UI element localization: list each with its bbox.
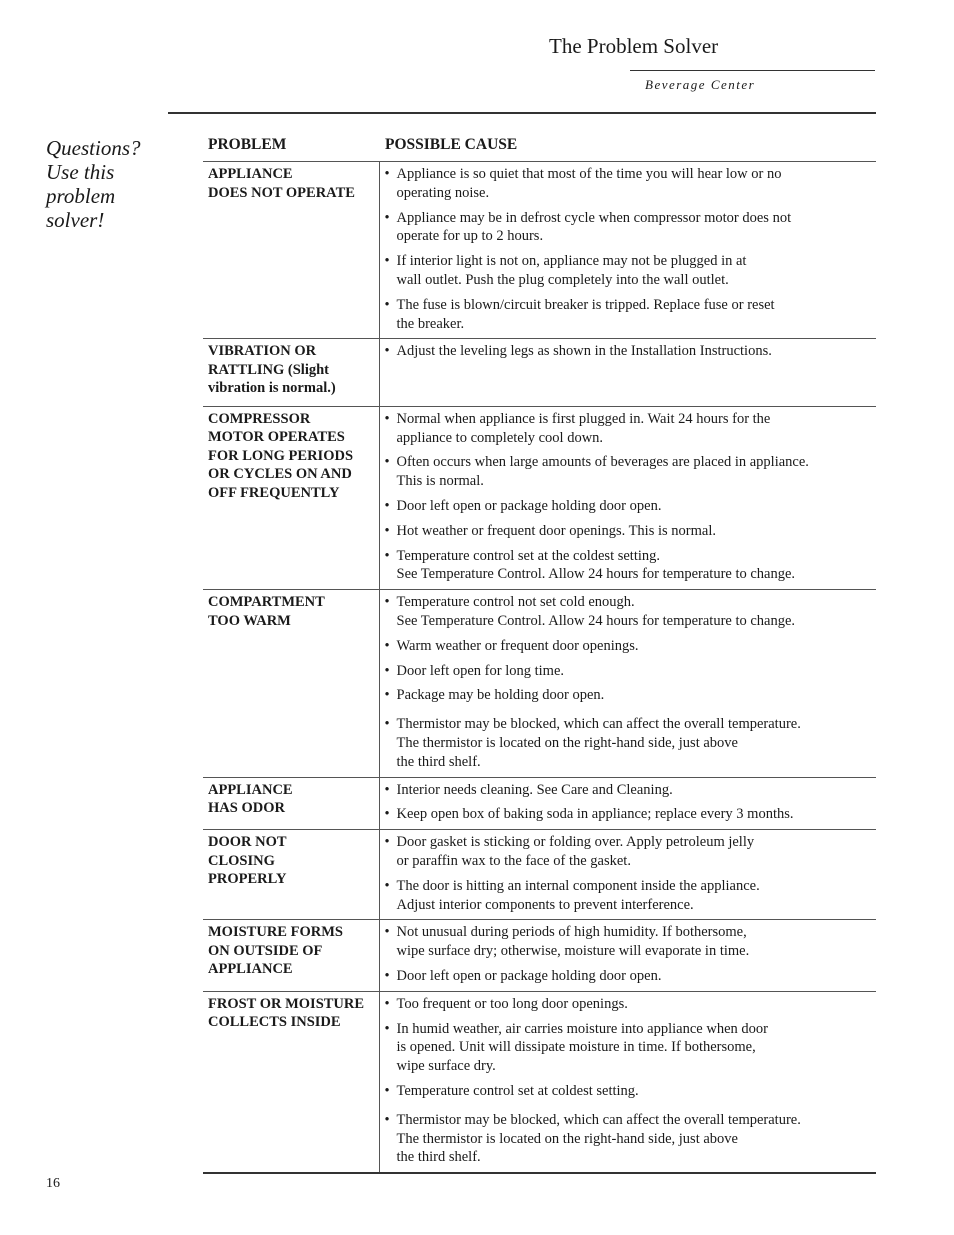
problem-cell bbox=[203, 339, 379, 407]
cause-text-line: • In humid weather, air carries moisture into appliance when door bbox=[396, 1020, 768, 1037]
cause-item bbox=[385, 686, 877, 705]
top-divider bbox=[168, 112, 876, 114]
problem-label-line: DOES NOT OPERATE bbox=[208, 184, 355, 201]
cause-text-line: • Temperature control set at coldest setting. bbox=[396, 1082, 639, 1099]
cause-item bbox=[385, 410, 877, 448]
cause-item bbox=[385, 593, 877, 631]
cause-cell bbox=[379, 590, 876, 777]
cause-text-line: • Appliance may be in defrost cycle when compressor motor does not bbox=[396, 209, 792, 226]
cause-text-line: • Keep open box of baking soda in appliance; replace every 3 months. bbox=[396, 806, 794, 823]
cause-text-line: • The fuse is blown/circuit breaker is tripped. Replace fuse or reset bbox=[396, 296, 775, 313]
cause-text-line: • Thermistor may be blocked, which can affect the overall temperature. bbox=[396, 716, 801, 733]
problem-label-line: HAS ODOR bbox=[208, 800, 285, 817]
problem-cell bbox=[203, 920, 379, 991]
cause-item bbox=[385, 637, 877, 656]
problem-label-line: vibration is normal.) bbox=[208, 380, 336, 397]
cause-cell bbox=[379, 162, 876, 339]
cause-cell bbox=[379, 920, 876, 991]
table-row bbox=[203, 590, 876, 777]
problem-cell bbox=[203, 590, 379, 777]
side-note-line: Use this bbox=[46, 160, 115, 184]
cause-item bbox=[385, 967, 877, 986]
cause-item bbox=[385, 781, 877, 800]
side-note-line: problem bbox=[46, 184, 116, 208]
cause-item bbox=[385, 165, 877, 203]
table-row bbox=[203, 162, 876, 339]
problem-label-line: ON OUTSIDE OF bbox=[208, 942, 323, 959]
table-header-row bbox=[203, 134, 876, 162]
header-divider bbox=[630, 70, 875, 71]
cause-text-line: operating noise. bbox=[396, 184, 490, 201]
cause-cell bbox=[379, 777, 876, 830]
cause-text-line: or paraffin wax to the face of the gasket. bbox=[396, 853, 631, 870]
cause-text-line: The thermistor is located on the right-hand side, just above bbox=[396, 735, 738, 752]
cause-text-line: • Appliance is so quiet that most of the time you will hear low or no bbox=[396, 166, 782, 182]
problem-label-line: COMPARTMENT bbox=[208, 594, 325, 611]
cause-cell bbox=[379, 406, 876, 589]
problem-solver-table bbox=[203, 134, 876, 1174]
cause-item bbox=[385, 342, 877, 361]
table-row bbox=[203, 777, 876, 830]
problem-label-line: COMPRESSOR bbox=[208, 410, 311, 427]
problem-label-line: APPLIANCE bbox=[208, 961, 293, 978]
cause-text-line: • Normal when appliance is first plugged in. Wait 24 hours for the bbox=[396, 410, 771, 427]
cause-text-line: See Temperature Control. Allow 24 hours for temperature to change. bbox=[396, 613, 796, 630]
cause-text-line: • Interior needs cleaning. See Care and Cleaning. bbox=[396, 781, 673, 798]
problem-label-line: MOISTURE FORMS bbox=[208, 924, 343, 941]
problem-label-line: VIBRATION OR bbox=[208, 343, 317, 360]
problem-label-line: OR CYCLES ON AND bbox=[208, 466, 352, 483]
cause-text-line: the third shelf. bbox=[396, 753, 481, 770]
side-note-line: Questions? bbox=[46, 136, 141, 160]
problem-label-line: CLOSING bbox=[208, 852, 275, 869]
cause-item bbox=[385, 547, 877, 585]
problem-label-line: APPLIANCE bbox=[208, 166, 293, 182]
cause-text-line: The thermistor is located on the right-hand side, just above bbox=[396, 1130, 738, 1147]
problem-label-line: COLLECTS INSIDE bbox=[208, 1014, 341, 1031]
cause-text-line: Adjust interior components to prevent interference. bbox=[396, 896, 694, 913]
side-note bbox=[46, 136, 176, 232]
cause-text-line: wipe surface dry. bbox=[396, 1058, 496, 1075]
problem-label-line: TOO WARM bbox=[208, 612, 291, 629]
problem-label-line: PROPERLY bbox=[208, 871, 287, 888]
table-row bbox=[203, 406, 876, 589]
problem-cell bbox=[203, 830, 379, 920]
cause-text-line: • Package may be holding door open. bbox=[396, 687, 605, 704]
cause-text-line: • Door left open or package holding door open. bbox=[396, 968, 662, 984]
cause-text-line: appliance to completely cool down. bbox=[396, 429, 604, 446]
table-row bbox=[203, 991, 876, 1173]
cause-text-line: • Temperature control set at the coldest setting. bbox=[396, 547, 661, 564]
cause-text-line: • Door left open or package holding door open. bbox=[396, 498, 662, 515]
cause-item bbox=[385, 995, 877, 1014]
cause-text-line: • Warm weather or frequent door openings. bbox=[396, 637, 639, 654]
cause-item bbox=[385, 296, 877, 334]
problem-cell bbox=[203, 406, 379, 589]
cause-text-line: operate for up to 2 hours. bbox=[396, 228, 544, 245]
cause-item bbox=[385, 252, 877, 290]
cause-item bbox=[385, 1111, 877, 1167]
cause-text-line: • Not unusual during periods of high humidity. If bothersome, bbox=[396, 924, 747, 941]
problem-label-line: RATTLING (Slight bbox=[208, 361, 329, 378]
cause-cell bbox=[379, 339, 876, 407]
cause-item bbox=[385, 497, 877, 516]
cause-item bbox=[385, 209, 877, 247]
cause-text-line: wipe surface dry; otherwise, moisture will evaporate in time. bbox=[396, 943, 750, 960]
cause-item bbox=[385, 522, 877, 541]
cause-item bbox=[385, 1020, 877, 1076]
header-problem: PROBLEM bbox=[203, 134, 379, 162]
cause-text-line: This is normal. bbox=[396, 473, 484, 490]
problem-label-line: FROST OR MOISTURE bbox=[208, 995, 365, 1012]
cause-cell bbox=[379, 991, 876, 1173]
cause-text-line: • Often occurs when large amounts of beverages are placed in appliance. bbox=[396, 454, 809, 471]
cause-text-line: the breaker. bbox=[396, 315, 465, 332]
table-row bbox=[203, 339, 876, 407]
problem-cell bbox=[203, 777, 379, 830]
header-possible-cause: POSSIBLE CAUSE bbox=[379, 134, 876, 162]
cause-item bbox=[385, 805, 877, 824]
cause-item bbox=[385, 1082, 877, 1101]
cause-text-line: • Adjust the leveling legs as shown in the Installation Instructions. bbox=[396, 343, 772, 360]
cause-text-line: wall outlet. Push the plug completely into the wall outlet. bbox=[396, 271, 729, 288]
cause-text-line: See Temperature Control. Allow 24 hours for temperature to change. bbox=[396, 566, 796, 583]
cause-cell bbox=[379, 830, 876, 920]
cause-text-line: • The door is hitting an internal component inside the appliance. bbox=[396, 877, 760, 894]
problem-label-line: MOTOR OPERATES bbox=[208, 429, 345, 446]
cause-text-line: • If interior light is not on, appliance may not be plugged in at bbox=[396, 253, 747, 270]
cause-item bbox=[385, 715, 877, 771]
cause-item bbox=[385, 453, 877, 491]
cause-item bbox=[385, 662, 877, 681]
cause-text-line: • Too frequent or too long door openings. bbox=[396, 995, 628, 1012]
cause-text-line: • Door left open for long time. bbox=[396, 662, 565, 679]
page-title: The Problem Solver bbox=[549, 34, 719, 58]
problem-cell bbox=[203, 991, 379, 1173]
cause-text-line: is opened. Unit will dissipate moisture in time. If bothersome, bbox=[396, 1039, 756, 1056]
cause-item bbox=[385, 877, 877, 915]
page-number: 16 bbox=[46, 1176, 60, 1191]
table-row bbox=[203, 830, 876, 920]
table-row bbox=[203, 920, 876, 991]
problem-label-line: OFF FREQUENTLY bbox=[208, 484, 340, 501]
problem-label-line: DOOR NOT bbox=[208, 834, 287, 851]
problem-label-line: APPLIANCE bbox=[208, 781, 293, 798]
problem-label-line: FOR LONG PERIODS bbox=[208, 447, 354, 464]
cause-item bbox=[385, 923, 877, 961]
problem-cell bbox=[203, 162, 379, 339]
table-body bbox=[203, 162, 876, 1174]
page-subtitle: Beverage Center bbox=[645, 77, 756, 92]
cause-text-line: • Door gasket is sticking or folding over. Apply petroleum jelly bbox=[396, 834, 755, 851]
cause-item bbox=[385, 833, 877, 871]
cause-text-line: • Thermistor may be blocked, which can affect the overall temperature. bbox=[396, 1111, 801, 1128]
side-note-line: solver! bbox=[46, 208, 105, 232]
cause-text-line: the third shelf. bbox=[396, 1149, 481, 1166]
cause-text-line: • Temperature control not set cold enough. bbox=[396, 594, 635, 611]
cause-text-line: • Hot weather or frequent door openings. This is normal. bbox=[396, 522, 716, 539]
